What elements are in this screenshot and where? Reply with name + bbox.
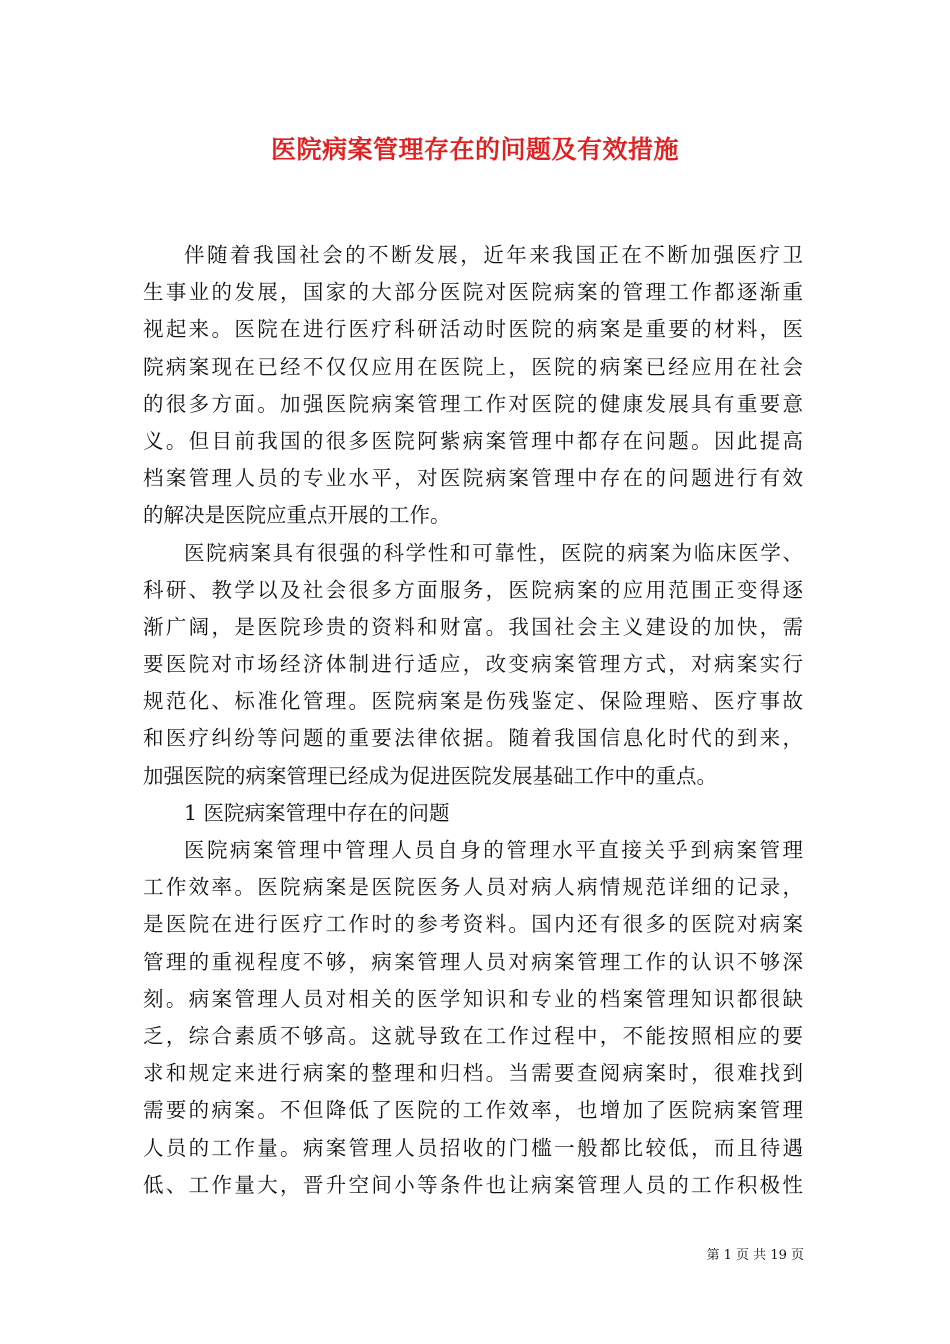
text-line: 生事业的发展，国家的大部分医院对医院病案的管理工作都逐渐重 (143, 280, 803, 305)
text-line: 渐广阔，是医院珍贵的资料和财富。我国社会主义建设的加快，需 (143, 614, 803, 639)
text-line: 管理的重视程度不够，病案管理人员对病案管理工作的认识不够深 (143, 949, 803, 974)
text-line: 刻。病案管理人员对相关的医学知识和专业的档案管理知识都很缺 (143, 986, 803, 1011)
page-number: 第 1 页 共 19 页 (706, 1248, 804, 1263)
text-line: 需要的病案。不但降低了医院的工作效率，也增加了医院病案管理 (143, 1098, 803, 1123)
text-line: 加强医院的病案管理已经成为促进医院发展基础工作中的重点。 (143, 763, 717, 788)
text-line: 是医院在进行医疗工作时的参考资料。国内还有很多的医院对病案 (143, 912, 803, 937)
document-title: 医院病案管理存在的问题及有效措施 (270, 135, 679, 164)
text-line: 医院病案具有很强的科学性和可靠性，医院的病案为临床医学、 (184, 540, 803, 565)
text-line: 医院病案管理中管理人员自身的管理水平直接关乎到病案管理 (184, 838, 803, 862)
text-line: 的很多方面。加强医院病案管理工作对医院的健康发展具有重要意 (143, 391, 803, 416)
text-line: 要医院对市场经济体制进行适应，改变病案管理方式，对病案实行 (143, 652, 803, 677)
text-line: 视起来。医院在进行医疗科研活动时医院的病案是重要的材料，医 (143, 317, 803, 342)
text-line: 人员的工作量。病案管理人员招收的门槛一般都比较低，而且待遇 (143, 1135, 803, 1160)
text-line: 乏，综合素质不够高。这就导致在工作过程中，不能按照相应的要 (143, 1023, 803, 1048)
text-line: 伴随着我国社会的不断发展，近年来我国正在不断加强医疗卫 (184, 243, 803, 267)
text-line: 求和规定来进行病案的整理和归档。当需要查阅病案时，很难找到 (143, 1061, 803, 1086)
text-line: 低、工作量大，晋升空间小等条件也让病案管理人员的工作积极性 (143, 1172, 803, 1197)
document-body (143, 237, 803, 1204)
section-heading: 1 医院病案管理中存在的问题 (184, 800, 450, 825)
text-line: 档案管理人员的专业水平，对医院病案管理中存在的问题进行有效 (143, 466, 803, 491)
text-line: 院病案现在已经不仅仅应用在医院上，医院的病案已经应用在社会 (143, 354, 803, 379)
text-line: 的解决是医院应重点开展的工作。 (143, 503, 451, 528)
text-line: 工作效率。医院病案是医院医务人员对病人病情规范详细的记录， (143, 875, 803, 900)
text-line: 和医疗纠纷等问题的重要法律依据。随着我国信息化时代的到来， (143, 726, 803, 751)
text-line: 规范化、标准化管理。医院病案是伤残鉴定、保险理赔、医疗事故 (143, 689, 803, 714)
text-line: 义。但目前我国的很多医院阿紫病案管理中都存在问题。因此提高 (143, 428, 803, 453)
text-line: 科研、教学以及社会很多方面服务，医院病案的应用范围正变得逐 (143, 577, 803, 602)
